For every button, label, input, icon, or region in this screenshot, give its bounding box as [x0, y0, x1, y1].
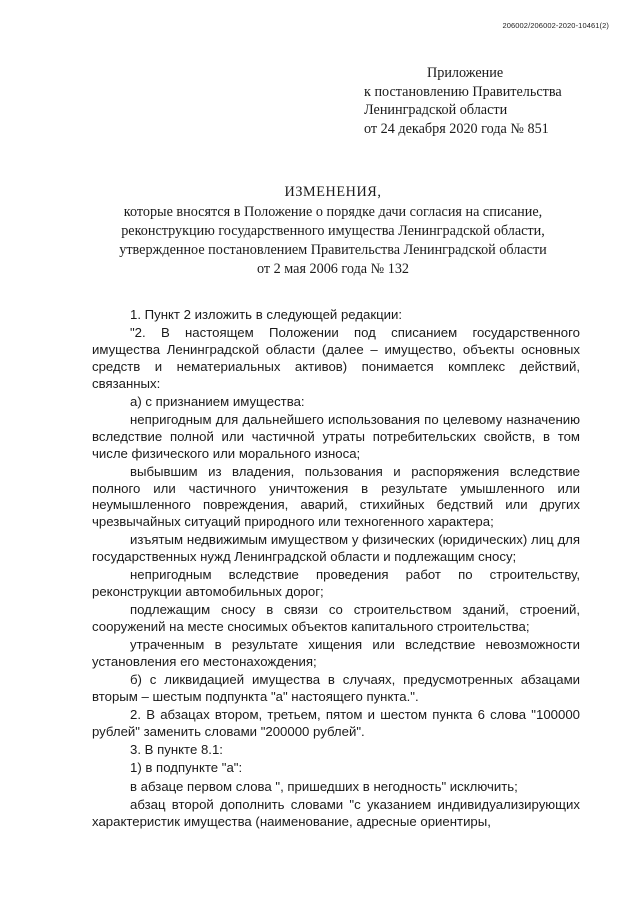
- paragraph: 1. Пункт 2 изложить в следующей редакции:: [130, 307, 403, 322]
- paragraph: 2. В абзацах втором, третьем, пятом и шестом пункта 6 слова "100000 рублей" заменить словами "200000 рублей".: [92, 707, 580, 740]
- paragraph: а) с признанием имущества:: [130, 393, 305, 409]
- document-title: [88, 183, 578, 279]
- paragraph: в абзаце первом слова ", пришедших в негодность" исключить;: [130, 778, 518, 794]
- paragraph: "2. В настоящем Положении под списанием государственного имущества Ленинградской области (далее – имущество, объекты основных средств и нематериальных активов) понимается комплекс действий, связанных:: [92, 325, 580, 391]
- paragraph: непригодным для дальнейшего использования по целевому назначению вследствие полной или частичной утраты потребительских свойств, в том числе физического или морального износа;: [92, 411, 580, 461]
- title-line: утвержденное постановлением Правительства Ленинградской области: [119, 242, 547, 258]
- paragraph: 1) в подпункте "а":: [130, 760, 243, 776]
- appendix-date: от 24 декабря 2020 года № 851: [364, 120, 549, 137]
- paragraph: б) с ликвидацией имущества в случаях, предусмотренных абзацами вторым – шестым подпункта "а" настоящего пункта.".: [92, 672, 580, 705]
- paragraph: абзац второй дополнить словами "с указанием индивидуализирующих характеристик имущества (наименование, адресные ориентиры,: [92, 796, 580, 829]
- appendix-label: Приложение: [427, 65, 504, 81]
- document-body: [92, 307, 580, 832]
- document-id: 206002/206002-2020-10461(2): [502, 21, 609, 30]
- appendix-block: [364, 64, 624, 138]
- title-line: которые вносятся в Положение о порядке дачи согласия на списание,: [123, 204, 543, 220]
- title-heading: ИЗМЕНЕНИЯ,: [284, 184, 382, 200]
- paragraph: 3. В пункте 8.1:: [130, 742, 223, 758]
- paragraph: утраченным в результате хищения или вследствие невозможности установления его местонахождения;: [92, 637, 580, 670]
- appendix-line: к постановлению Правительства: [364, 83, 562, 100]
- paragraph: выбывшим из владения, пользования и распоряжения вследствие полного или частичного уничтожения в результате умышленного или неумышленного повреждения, аварий, стихийных бедствий или других чрезвычайных ситуаций природного или техногенного характера;: [92, 463, 580, 530]
- title-line: от 2 мая 2006 года № 132: [256, 261, 410, 277]
- title-line: реконструкцию государственного имущества Ленинградской области,: [121, 223, 545, 239]
- appendix-line: Ленинградской области: [364, 102, 508, 118]
- paragraph: подлежащим сносу в связи со строительством зданий, строений, сооружений на месте сносимых объектов капитального строительства;: [92, 602, 580, 635]
- paragraph: изъятым недвижимым имуществом у физических (юридических) лиц для государственных нужд Ленинградской области и подлежащим сносу;: [92, 532, 580, 565]
- paragraph: непригодным вследствие проведения работ по строительству, реконструкции автомобильных дорог;: [92, 567, 580, 600]
